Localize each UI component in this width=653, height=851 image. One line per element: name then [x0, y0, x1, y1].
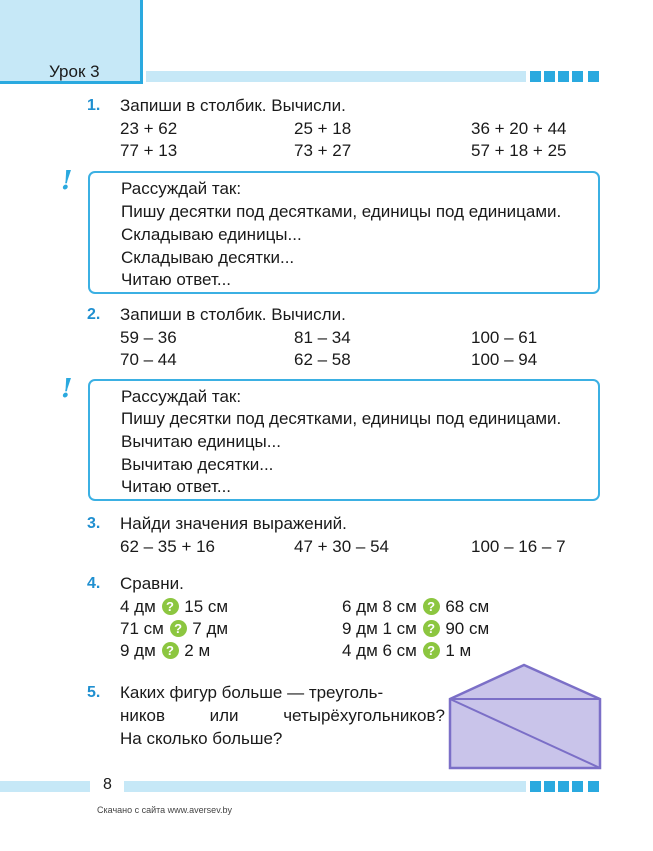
- figure-outline: [450, 665, 600, 768]
- expression: 47 + 30 – 54: [294, 537, 390, 556]
- footer-square: [588, 781, 599, 792]
- lesson-title: Урок 3: [49, 62, 100, 81]
- comparison-left: 4 дм 6 см: [342, 641, 417, 660]
- footer-stripe: [124, 781, 526, 792]
- comparison-right: 2 м: [184, 641, 211, 660]
- expression: 57 + 18 + 25: [471, 141, 567, 160]
- hint-line: Рассуждай так:: [121, 179, 242, 198]
- exercise-3-task: Найди значения выражений.: [120, 514, 347, 533]
- footer-square: [558, 781, 569, 792]
- expression: 100 – 61: [471, 328, 538, 347]
- exercise-4-task: Сравни.: [120, 574, 184, 593]
- exercise-5-text-line: На сколько больше?: [120, 729, 283, 748]
- hint-line: Читаю ответ...: [121, 270, 232, 289]
- source-note: Скачано с сайта www.aversev.by: [97, 805, 233, 815]
- header-square: [558, 71, 569, 82]
- comparison-left: 6 дм 8 см: [342, 597, 417, 616]
- comparison: [120, 619, 228, 639]
- comparison-right: 90 см: [445, 619, 490, 638]
- header-square: [530, 71, 541, 82]
- exercise-1-number: 1.: [87, 97, 101, 114]
- footer-square: [544, 781, 555, 792]
- footer-square: [572, 781, 583, 792]
- comparison-left: 9 дм 1 см: [342, 619, 417, 638]
- hint-line: Складываю десятки...: [121, 248, 295, 267]
- exercise-5-text-line: Каких фигур больше — треуголь-: [120, 683, 384, 702]
- exercise-4-number: 4.: [87, 575, 101, 592]
- comparison-left: 9 дм: [120, 641, 156, 660]
- header-square: [572, 71, 583, 82]
- hint-line: Пишу десятки под десятками, единицы под единицами.: [121, 409, 562, 428]
- hint-line: Вычитаю десятки...: [121, 455, 274, 474]
- comparison: [120, 597, 228, 617]
- expression: 59 – 36: [120, 328, 177, 347]
- expression: 70 – 44: [120, 350, 177, 369]
- expression: 100 – 94: [471, 350, 538, 369]
- page-number: 8: [103, 776, 112, 793]
- hint-line: Читаю ответ...: [121, 477, 232, 496]
- exercise-2-number: 2.: [87, 306, 101, 323]
- expression: 62 – 35 + 16: [120, 537, 216, 556]
- expression: 36 + 20 + 44: [471, 119, 567, 138]
- expression: 77 + 13: [120, 141, 178, 160]
- hint-line: Рассуждай так:: [121, 387, 242, 406]
- header-stripe: [146, 71, 526, 82]
- hint-box: [88, 379, 600, 501]
- footer-square: [530, 781, 541, 792]
- question-mark-icon: ?: [162, 598, 179, 615]
- expression: 62 – 58: [294, 350, 351, 369]
- comparison-left: 4 дм: [120, 597, 156, 616]
- exercise-2-task: Запиши в столбик. Вычисли.: [120, 305, 346, 324]
- expression: 81 – 34: [294, 328, 351, 347]
- exclamation-icon: !: [61, 374, 73, 404]
- exercise-3-number: 3.: [87, 515, 101, 532]
- question-mark-icon: ?: [423, 598, 440, 615]
- comparison-right: 68 см: [445, 597, 490, 616]
- expression: 25 + 18: [294, 119, 352, 138]
- hint-line: Складываю единицы...: [121, 225, 302, 244]
- question-mark-icon: ?: [423, 642, 440, 659]
- question-mark-icon: ?: [170, 620, 187, 637]
- comparison: [120, 641, 210, 661]
- question-mark-icon: ?: [162, 642, 179, 659]
- comparison-left: 71 см: [120, 619, 164, 638]
- comparison: [342, 597, 489, 617]
- footer-stripe: [0, 781, 90, 792]
- exclamation-icon: !: [61, 166, 73, 196]
- comparison: [342, 619, 489, 639]
- comparison-right: 15 см: [184, 597, 229, 616]
- exercise-5-text-line: ников или четырёхугольников?: [120, 706, 445, 725]
- expression: 100 – 16 – 7: [471, 537, 566, 556]
- expression: 73 + 27: [294, 141, 352, 160]
- expression: 23 + 62: [120, 119, 178, 138]
- header-square: [544, 71, 555, 82]
- envelope-figure: [446, 662, 606, 772]
- hint-line: Пишу десятки под десятками, единицы под единицами.: [121, 202, 562, 221]
- comparison-right: 1 м: [445, 641, 472, 660]
- question-mark-icon: ?: [423, 620, 440, 637]
- hint-box: [88, 171, 600, 294]
- comparison-right: 7 дм: [192, 619, 229, 638]
- exercise-1-task: Запиши в столбик. Вычисли.: [120, 96, 346, 115]
- header-square: [588, 71, 599, 82]
- exercise-5-number: 5.: [87, 684, 101, 701]
- hint-line: Вычитаю единицы...: [121, 432, 281, 451]
- comparison: [342, 641, 471, 661]
